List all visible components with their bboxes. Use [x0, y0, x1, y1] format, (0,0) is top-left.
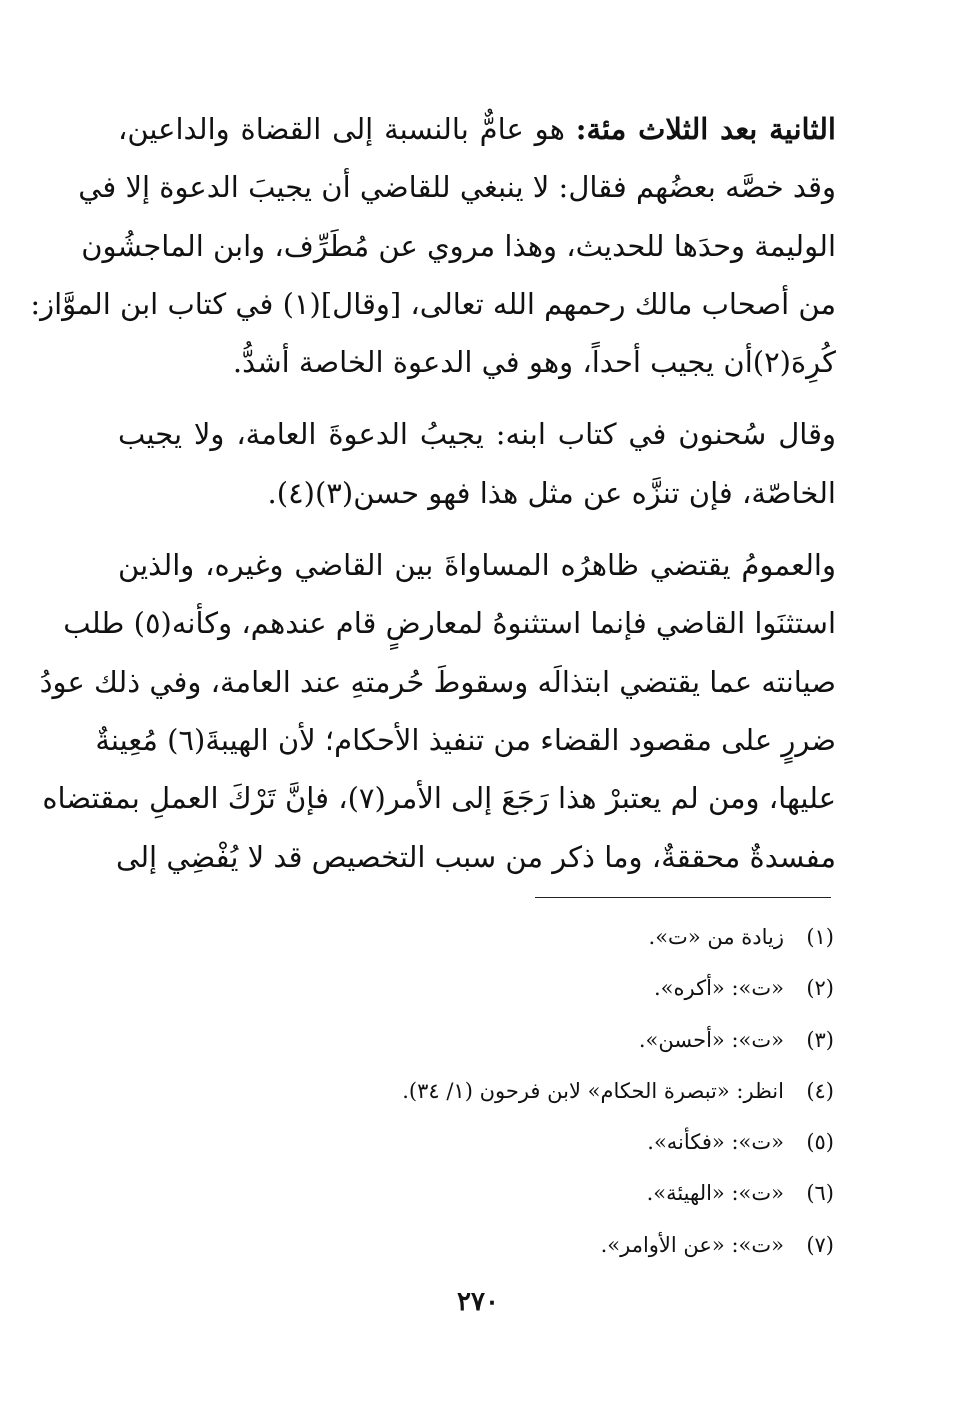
- text-line: كُرِهَ(٢)أن يجيب أحداً، وهو في الدعوة الخاصة أشدُّ.: [232, 345, 836, 380]
- text-line: والعمومُ يقتضي ظاهرُه المساواةَ بين القاضي وغيره، والذين: [118, 548, 836, 583]
- footnote-number: (٢): [806, 976, 834, 1001]
- footnote-item: [294, 912, 834, 963]
- footnote-number: (٥): [806, 1130, 834, 1155]
- footnote-text: «ت»: «أكره».: [653, 976, 784, 1001]
- paragraph-1: [30, 100, 836, 391]
- text-line: وقال سُحنون في كتاب ابنه: يجيبُ الدعوةَ العامة، ولا يجيب: [118, 417, 836, 452]
- text-line: الوليمة وحدَها للحديث، وهذا مروي عن مُطَرِّف، وابن الماجشُون: [81, 228, 836, 263]
- section-lead: الثانية بعد الثلاث مئة:: [575, 112, 836, 146]
- text-line: من أصحاب مالك رحمهم الله تعالى، [وقال](١) في كتاب ابن الموَّاز:: [30, 286, 836, 321]
- footnote-text: زيادة من «ت».: [648, 925, 784, 949]
- footnotes: [294, 912, 834, 1271]
- text-line: وقد خصَّه بعضُهم فقال: لا ينبغي للقاضي أن يجيبَ الدعوة إلا في: [78, 170, 836, 205]
- footnote-item: [294, 963, 834, 1014]
- footnote-number: (١): [806, 925, 834, 949]
- text-line: الخاصّة، فإن تنزَّه عن مثل هذا فهو حسن(٣)(٤).: [267, 475, 836, 510]
- text-line: ضررٍ على مقصود القضاء من تنفيذ الأحكام؛ لأن الهيبةَ(٦) مُعِينةٌ: [95, 722, 836, 757]
- footnote-item: [294, 1066, 834, 1117]
- footnote-text: «ت»: «أحسن».: [638, 1027, 784, 1052]
- footnote-number: (٦): [806, 1181, 834, 1206]
- text-line-content: هو عامٌّ بالنسبة إلى القضاة والداعين،: [118, 112, 576, 146]
- paragraph-3: [39, 536, 836, 886]
- main-text: [30, 100, 836, 886]
- footnote-item: [294, 1015, 834, 1066]
- text-line: صيانته عما يقتضي ابتذالَه وسقوطَ حُرمتهِ عند العامة، وفي ذلك عودُ: [39, 664, 836, 699]
- footnote-item: [294, 1220, 834, 1271]
- paragraph-2: [118, 405, 836, 522]
- footnote-number: (٧): [806, 1232, 834, 1257]
- footnote-number: (٤): [806, 1078, 834, 1103]
- footnote-item: [294, 1168, 834, 1219]
- footnote-text: «ت»: «الهيئة».: [646, 1181, 784, 1206]
- text-line: [118, 100, 836, 158]
- footnote-text: «ت»: «عن الأوامر».: [600, 1232, 784, 1257]
- footnote-divider: [535, 897, 831, 898]
- text-line: مفسدةٌ محققةٌ، وما ذكر من سبب التخصيص قد لا يُفْضِي إلى: [116, 839, 836, 874]
- footnote-text: انظر: «تبصرة الحكام» لابن فرحون (١/ ٣٤).: [402, 1078, 784, 1103]
- text-line: استثنَوا القاضي فإنما استثنوهُ لمعارضٍ قام عندهم، وكأنه(٥) طلب: [63, 606, 836, 641]
- footnote-number: (٣): [806, 1027, 834, 1052]
- footnote-item: [294, 1117, 834, 1168]
- page-number: ٢٧٠: [457, 1287, 499, 1317]
- footnote-text: «ت»: «فكأنه».: [647, 1130, 784, 1155]
- text-line: عليها، ومن لم يعتبرْ هذا رَجَعَ إلى الأمر(٧)، فإنَّ تَرْكَ العملِ بمقتضاه: [42, 781, 836, 816]
